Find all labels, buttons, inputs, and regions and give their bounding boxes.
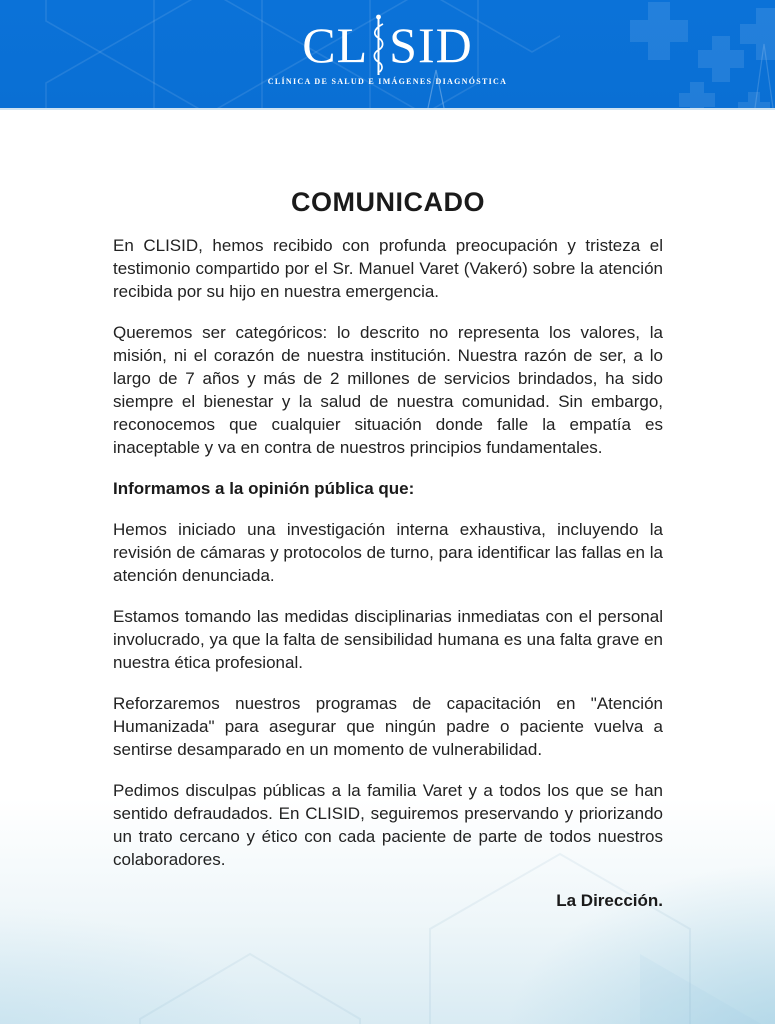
logo-tagline: CLÍNICA DE SALUD E IMÁGENES DIAGNÓSTICA [267, 77, 508, 86]
logo-text-prefix: CL [302, 17, 369, 73]
statement-paragraph: En CLISID, hemos recibido con profunda preocupación y tristeza el testimonio compartido por el Sr. Manuel Varet (Vakeró) sobre la atención recibida por su hijo en nuestra emergencia. [113, 236, 663, 301]
header-banner [0, 0, 775, 110]
statement-paragraph: Hemos iniciado una investigación interna exhaustiva, incluyendo la revisión de cámaras y protocolos de turno, para identificar las fallas en la atención denunciada. [113, 520, 663, 585]
asclepius-staff-icon [370, 14, 387, 76]
statement-subheading: Informamos a la opinión pública que: [113, 479, 415, 498]
page-title: COMUNICADO [291, 187, 485, 217]
logo-wordmark [302, 14, 472, 76]
statement-paragraph: Reforzaremos nuestros programas de capacitación en "Atención Humanizada" para asegurar que ningún padre o paciente vuelva a sentirse desamparado en un momento de vulnerabilidad. [113, 694, 663, 759]
clisid-logo [0, 14, 775, 86]
signature: La Dirección. [556, 891, 663, 910]
statement-body [0, 188, 775, 912]
statement-paragraph: Estamos tomando las medidas disciplinarias inmediatas con el personal involucrado, ya que la falta de sensibilidad humana es una falta grave en nuestra ética profesional. [113, 607, 663, 672]
logo-text-suffix: SID [389, 17, 473, 73]
statement-paragraph: Pedimos disculpas públicas a la familia Varet y a todos los que se han sentido defraudados. En CLISID, seguiremos preservando y priorizando un trato cercano y ético con cada paciente de parte de todos nuestros colaboradores. [113, 781, 663, 869]
statement-paragraph: Queremos ser categóricos: lo descrito no representa los valores, la misión, ni el corazón de nuestra institución. Nuestra razón de ser, a lo largo de 7 años y más de 2 millones de servicios brindados, ha sido siempre el bienestar y la salud de nuestra comunidad. Sin embargo, reconocemos que cualquier situación donde falle la empatía es inaceptable y va en contra de nuestros principios fundamentales. [113, 323, 663, 457]
